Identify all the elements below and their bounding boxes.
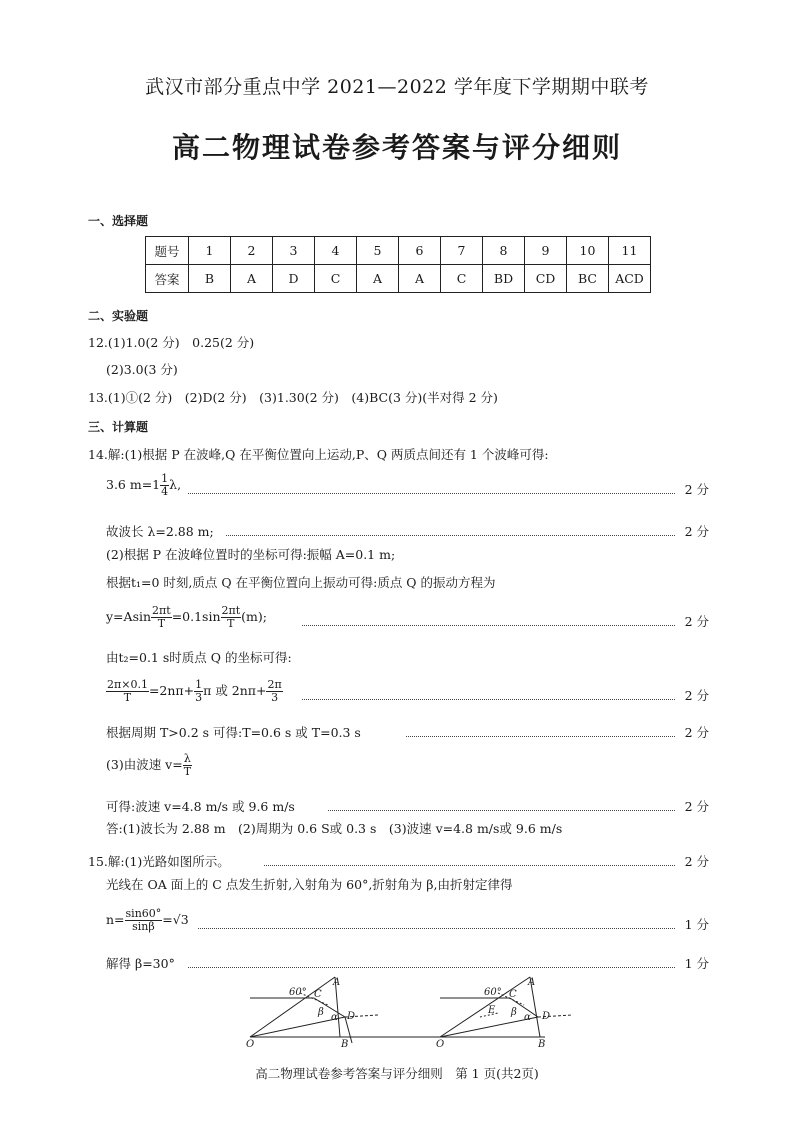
table-cell: BD <box>483 265 525 293</box>
section-heading-choice: 一、选择题 <box>88 214 149 228</box>
table-cell: 6 <box>399 237 441 265</box>
q14-eq5-row <box>106 711 709 741</box>
figure-label: D <box>347 1011 356 1022</box>
page-footer: 高二物理试卷参考答案与评分细则 第 1 页(共2页) <box>255 1066 539 1081</box>
figure-label: α <box>524 1012 531 1023</box>
score-label: 2 分 <box>684 854 709 869</box>
score-leader <box>328 810 675 811</box>
figure-label: B <box>538 1039 546 1050</box>
figure-label: O <box>436 1039 445 1050</box>
equation: 15.解:(1)光路如图所示。 <box>88 854 230 869</box>
score-label: 1 分 <box>684 917 709 932</box>
q15-eq2-row <box>106 942 709 972</box>
score-label: 2 分 <box>684 688 709 703</box>
section-heading-calculation: 三、计算题 <box>88 420 149 434</box>
page-title: 高二物理试卷参考答案与评分细则 <box>171 131 622 164</box>
figure-label: β <box>511 1007 517 1018</box>
table-cell: 8 <box>483 237 525 265</box>
score-label: 2 分 <box>684 799 709 814</box>
q14-part2-t2: 由t₂=0.1 s时质点 Q 的坐标可得: <box>106 650 292 665</box>
figure-label: A <box>528 977 536 988</box>
q14-final-answer: 答:(1)波长为 2.88 m (2)周期为 0.6 S或 0.3 s (3)波速 v=4.8 m/s或 9.6 m/s <box>106 821 563 836</box>
answer-table <box>145 236 651 293</box>
section-heading-experiment: 二、实验题 <box>88 309 149 323</box>
figure-label: α <box>331 1012 338 1023</box>
q15-eq1-row <box>106 903 709 933</box>
figure-label: 60° <box>484 987 502 998</box>
equation: $\frac{2\pi\times 0.1}{T}$ =2nπ+ $\frac{1}{3}$ π 或 2nπ+ $\frac{2\pi}{3}$ <box>107 678 282 704</box>
q14-eq1-row <box>106 468 709 498</box>
score-label: 2 分 <box>684 725 709 740</box>
score-label: 2 分 <box>684 614 709 629</box>
table-cell: A <box>231 265 273 293</box>
table-cell: A <box>399 265 441 293</box>
q12-answer-line-2: (2)3.0(3 分) <box>106 362 178 377</box>
equation: y=Asin $\frac{2\pi t}{T}$ =0.1sin $\frac{2\pi t}{T}$ (m); <box>106 604 267 630</box>
q14-part3-row <box>106 748 709 778</box>
q14-eq2-row <box>106 510 709 540</box>
figure-label: β <box>318 1007 324 1018</box>
figure-label: B <box>341 1039 349 1050</box>
figure-label: A <box>333 977 341 988</box>
figure-label: C <box>509 989 517 1000</box>
light-path-figure-2 <box>440 977 572 1037</box>
q15-intro-row <box>88 840 709 870</box>
score-leader <box>226 535 675 536</box>
table-header-cell: 题号 <box>146 237 189 265</box>
table-cell: B <box>189 265 231 293</box>
q14-eq3-row <box>106 600 709 630</box>
equation: 可得:波速 v=4.8 m/s 或 9.6 m/s <box>106 799 295 814</box>
table-cell: 7 <box>441 237 483 265</box>
figure-label: C <box>314 989 322 1000</box>
table-cell: C <box>441 265 483 293</box>
figure-label: 60° <box>289 987 307 998</box>
exam-header: 武汉市部分重点中学 2021—2022 学年度下学期期中联考 <box>145 76 649 98</box>
score-label: 1 分 <box>684 956 709 971</box>
equation: 3.6 m=1 $\frac{1}{4}$ λ, <box>106 472 182 498</box>
score-leader <box>264 865 675 866</box>
table-cell: BC <box>567 265 609 293</box>
q14-eq4-row <box>106 674 709 704</box>
light-path-figures <box>0 975 794 1065</box>
equation: 解得 β=30° <box>106 956 175 971</box>
equation: 故波长 λ=2.88 m; <box>106 524 214 539</box>
q15-refraction-text: 光线在 OA 面上的 C 点发生折射,入射角为 60°,折射角为 β,由折射定律得 <box>106 877 513 892</box>
table-cell: 1 <box>189 237 231 265</box>
figure-label: O <box>246 1039 255 1050</box>
score-leader <box>406 736 675 737</box>
table-cell: CD <box>525 265 567 293</box>
q12-answer-line: 12.(1)1.0(2 分) 0.25(2 分) <box>88 335 255 350</box>
q13-answer-line: 13.(1)①(2 分) (2)D(2 分) (3)1.30(2 分) (4)BC(3 分)(半对得 2 分) <box>88 390 498 405</box>
q14-eq6-row <box>106 785 709 815</box>
equation: (3)由波速 v= $\frac{\lambda}{T}$ <box>106 752 192 778</box>
table-cell: C <box>315 265 357 293</box>
table-cell: A <box>357 265 399 293</box>
table-cell: D <box>273 265 315 293</box>
q14-part2: (2)根据 P 在波峰位置时的坐标可得:振幅 A=0.1 m; <box>106 547 396 562</box>
table-cell: 10 <box>567 237 609 265</box>
score-leader <box>302 699 675 700</box>
score-leader <box>188 967 675 968</box>
table-row-answers <box>146 265 651 293</box>
table-row-numbers <box>146 237 651 265</box>
equation: n= $\frac{\sin 60^\circ}{\sin\beta}$ =√3 <box>106 907 189 933</box>
score-leader <box>198 928 675 929</box>
q14-intro: 14.解:(1)根据 P 在波峰,Q 在平衡位置向上运动,P、Q 两质点间还有 1 个波峰可得: <box>88 447 549 462</box>
score-label: 2 分 <box>684 524 709 539</box>
score-label: 2 分 <box>684 482 709 497</box>
score-leader <box>188 493 675 494</box>
table-cell: 9 <box>525 237 567 265</box>
table-cell: ACD <box>609 265 651 293</box>
table-header-cell: 答案 <box>146 265 189 293</box>
score-leader <box>302 625 675 626</box>
figure-label: D <box>542 1011 551 1022</box>
table-cell: 5 <box>357 237 399 265</box>
table-cell: 4 <box>315 237 357 265</box>
q14-part2-cont: 根据t₁=0 时刻,质点 Q 在平衡位置向上振动可得:质点 Q 的振动方程为 <box>106 575 496 590</box>
table-cell: 11 <box>609 237 651 265</box>
equation: 根据周期 T>0.2 s 可得:T=0.6 s 或 T=0.3 s <box>106 725 361 740</box>
table-cell: 3 <box>273 237 315 265</box>
figure-label: E <box>488 1005 496 1016</box>
table-cell: 2 <box>231 237 273 265</box>
